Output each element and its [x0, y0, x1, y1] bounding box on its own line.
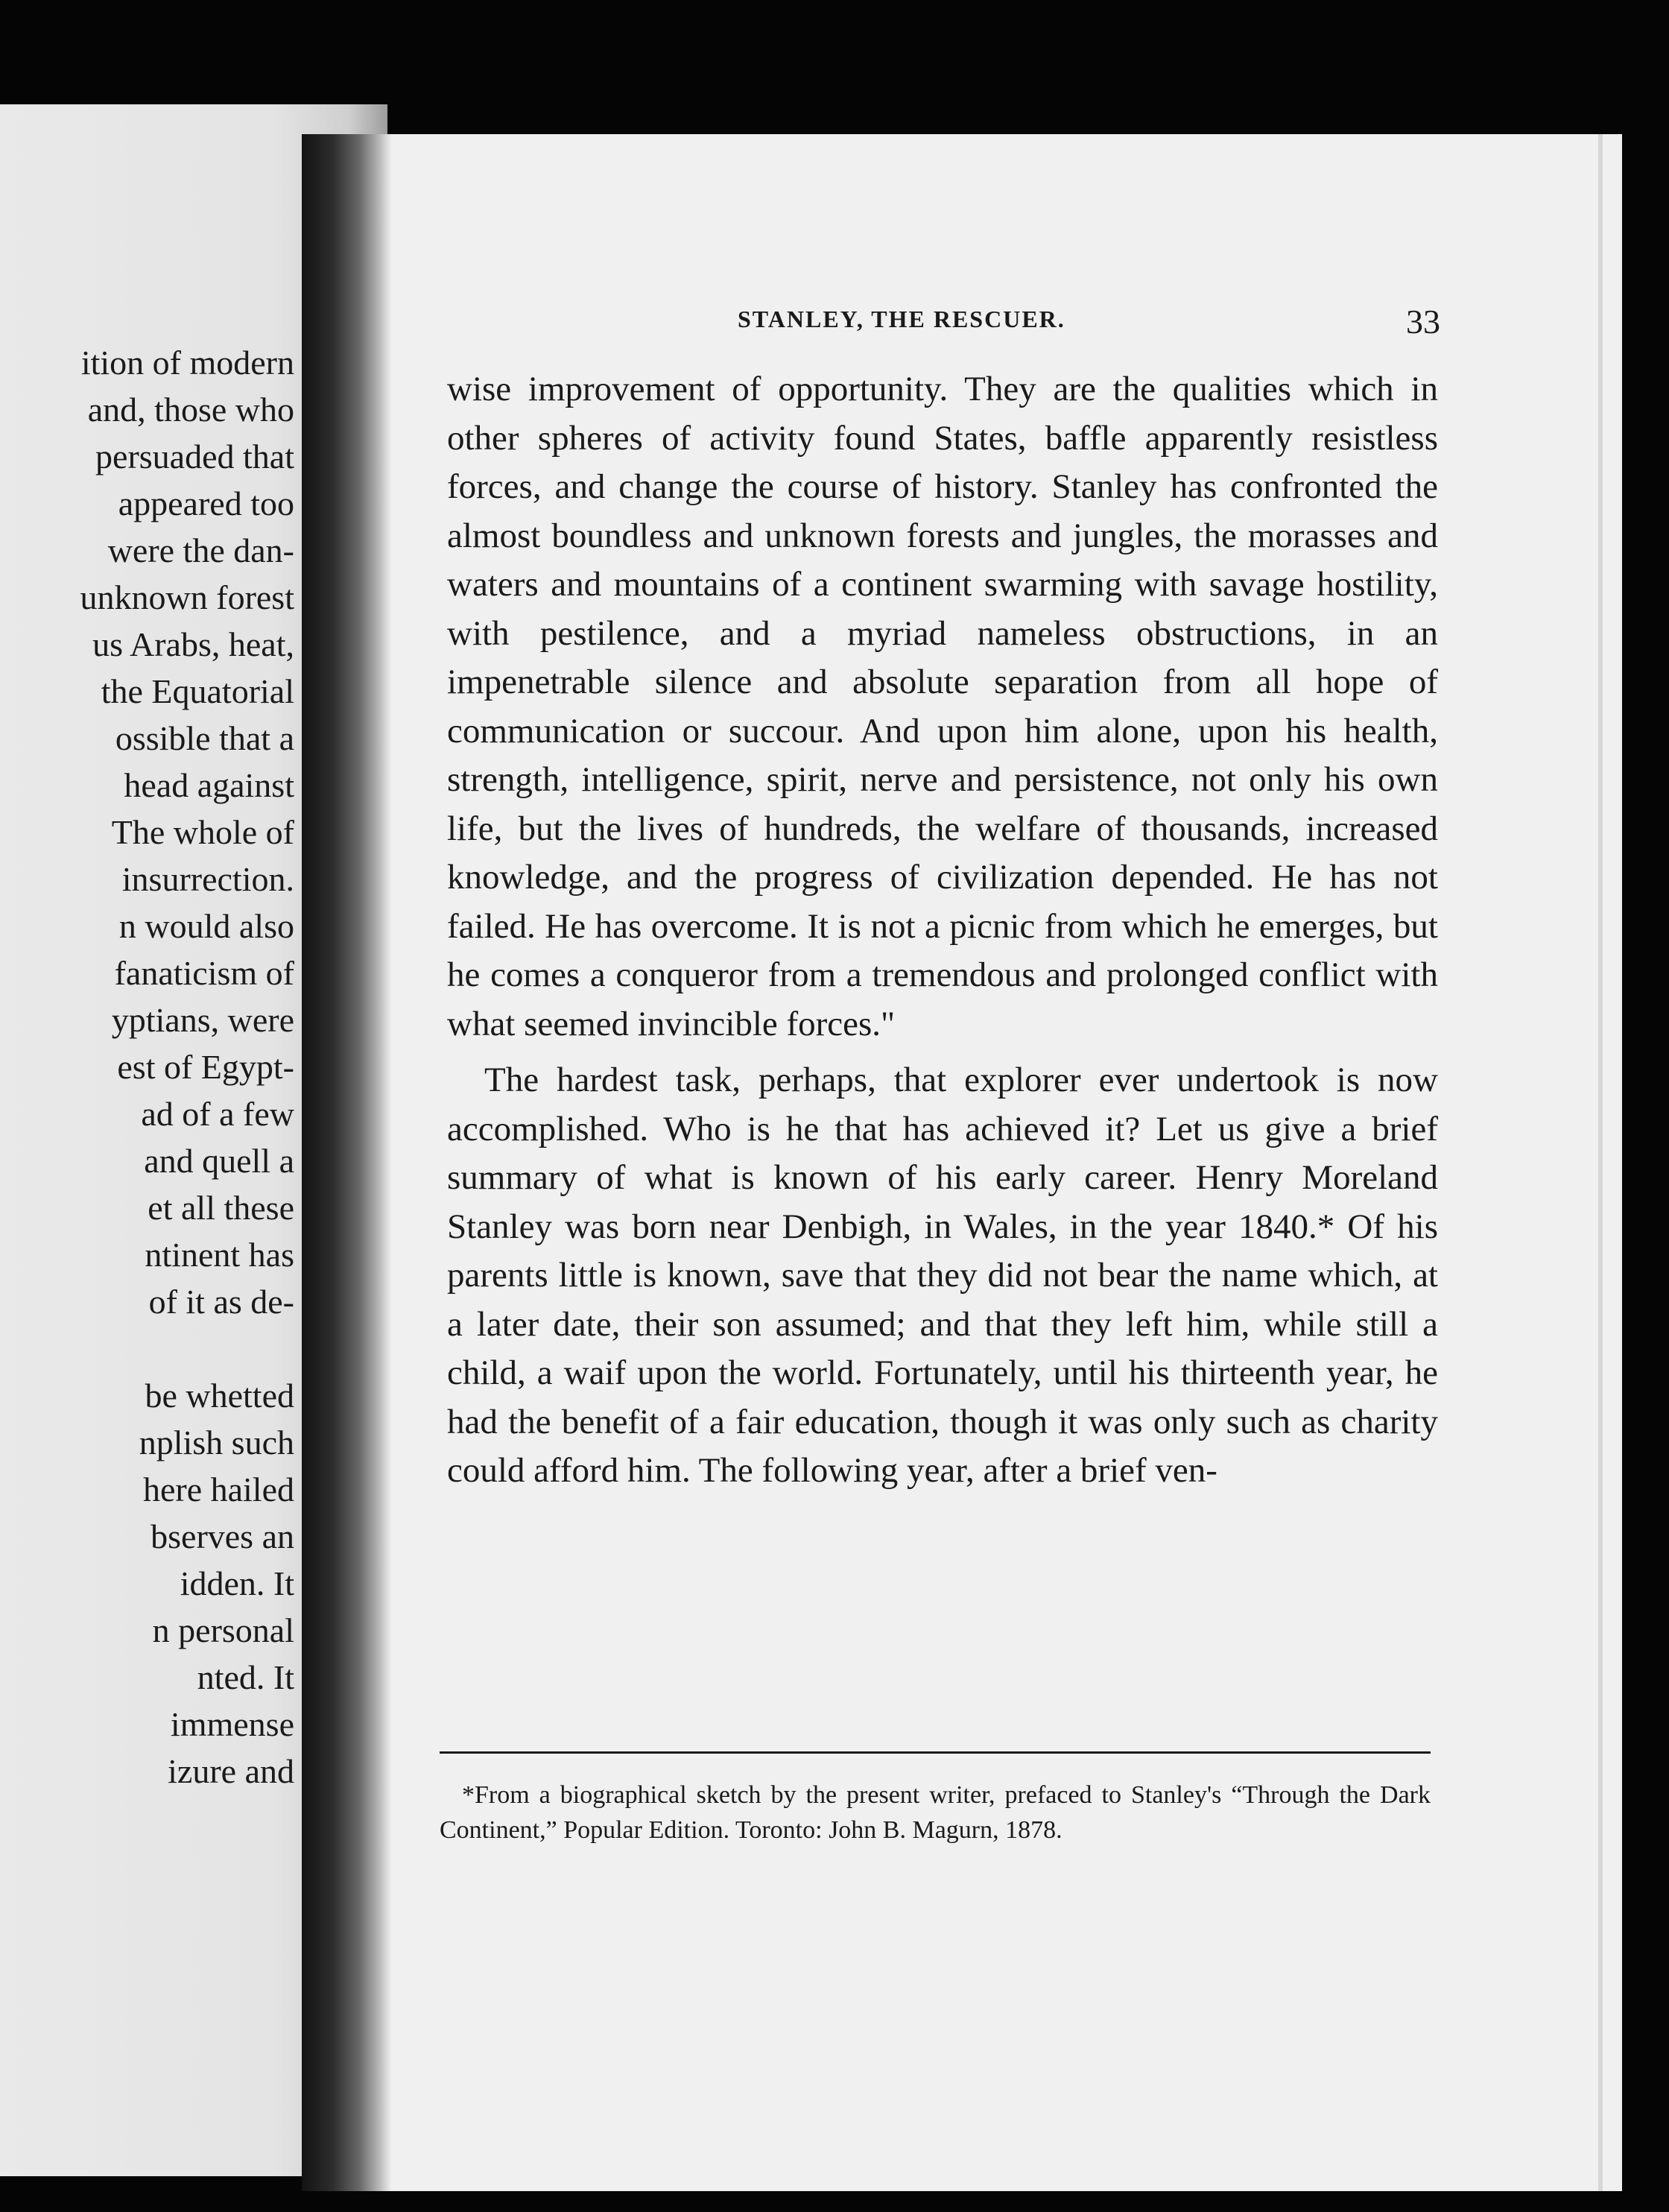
footnote-rule: [440, 1751, 1431, 1754]
left-page-line: the Equatorial: [101, 672, 294, 710]
left-page-line: persuaded that: [95, 437, 294, 475]
left-page-line: n would also: [118, 907, 294, 945]
paragraph: The hardest task, perhaps, that explorer ever undertook is now accomplished. Who is he that has achieved it? Let us give a brief summary of what is known of his early career. Henry Moreland Stanley was born near Denbigh, in Wales, in the year 1840.* Of his parents little is known, save that they did not bear the name which, at a later date, their son assumed; and that they left him, while still a child, a waif upon the world. Fortunately, until his thirteenth year, he had the benefit of a fair education, though it was only such as charity could afford him. The following year, after a brief ven-: [447, 1061, 1438, 1490]
left-page-line: were the dan-: [107, 531, 294, 569]
left-page-line: fanaticism of: [114, 954, 294, 992]
left-page-line: idden. It: [180, 1564, 294, 1602]
body-text: [447, 365, 1438, 1496]
left-page-line: izure and: [168, 1752, 294, 1790]
left-page-line: et all these: [148, 1189, 294, 1227]
left-page-line: of it as de-: [148, 1283, 294, 1321]
page-number: 33: [1406, 303, 1440, 341]
left-page-line: [0, 1325, 294, 1372]
left-page-line: unknown forest: [80, 578, 294, 616]
left-page-line: nted. It: [197, 1658, 294, 1696]
left-page-line: here hailed: [142, 1470, 294, 1508]
left-page-line: ntinent has: [145, 1236, 294, 1274]
left-page-line: immense: [170, 1705, 294, 1743]
left-page-line: us Arabs, heat,: [92, 625, 294, 663]
paragraph: wise improvement of opportunity. They are the qualities which in other spheres of activity found States, baffle apparently resistless forces, and change the course of history. Stanley has confronted the almost boundless and unknown forests and jungles, the morasses and waters and mountains of a continent swarming with savage hostility, with pestilence, and a myriad nameless obstructions, in an impenetrable silence and absolute separation from all hope of communication or succour. And upon him alone, upon his health, strength, intelligence, spirit, nerve and persistence, not only his own life, but the lives of hundreds, the welfare of thousands, increased knowledge, and the progress of civilization depended. He has not failed. He has overcome. It is not a picnic from which he emerges, but he comes a conqueror from a tremendous and prolonged conflict with what seemed invincible forces.": [447, 370, 1438, 1043]
footnote-text: *From a biographical sketch by the present writer, prefaced to Stanley's “Through the Dark Continent,” Popular Edition. Toronto: John B. Magurn, 1878.: [440, 1781, 1431, 1844]
left-page-line: ossible that a: [115, 719, 294, 757]
left-page-text: [0, 339, 294, 1795]
left-page-line: and quell a: [144, 1142, 294, 1180]
left-page-line: and, those who: [87, 391, 294, 429]
page-edge: [1598, 134, 1603, 2191]
running-head: STANLEY, THE RESCUER.: [738, 306, 1065, 332]
left-page-line: ition of modern: [80, 344, 294, 382]
left-page-line: insurrection.: [121, 860, 294, 898]
left-page-line: est of Egypt-: [117, 1048, 294, 1086]
left-page-line: ad of a few: [141, 1095, 294, 1133]
left-page-line: bserves an: [151, 1517, 294, 1555]
book-spine-shadow: [302, 134, 391, 2191]
left-page-line: nplish such: [139, 1423, 294, 1462]
left-page-line: be whetted: [145, 1377, 294, 1415]
left-page-line: appeared too: [118, 484, 294, 522]
footnote: [440, 1777, 1431, 1848]
left-page-line: The whole of: [111, 813, 294, 851]
left-page-line: yptians, were: [111, 1001, 294, 1039]
left-page-line: head against: [124, 766, 294, 804]
left-page-line: n personal: [152, 1611, 294, 1649]
